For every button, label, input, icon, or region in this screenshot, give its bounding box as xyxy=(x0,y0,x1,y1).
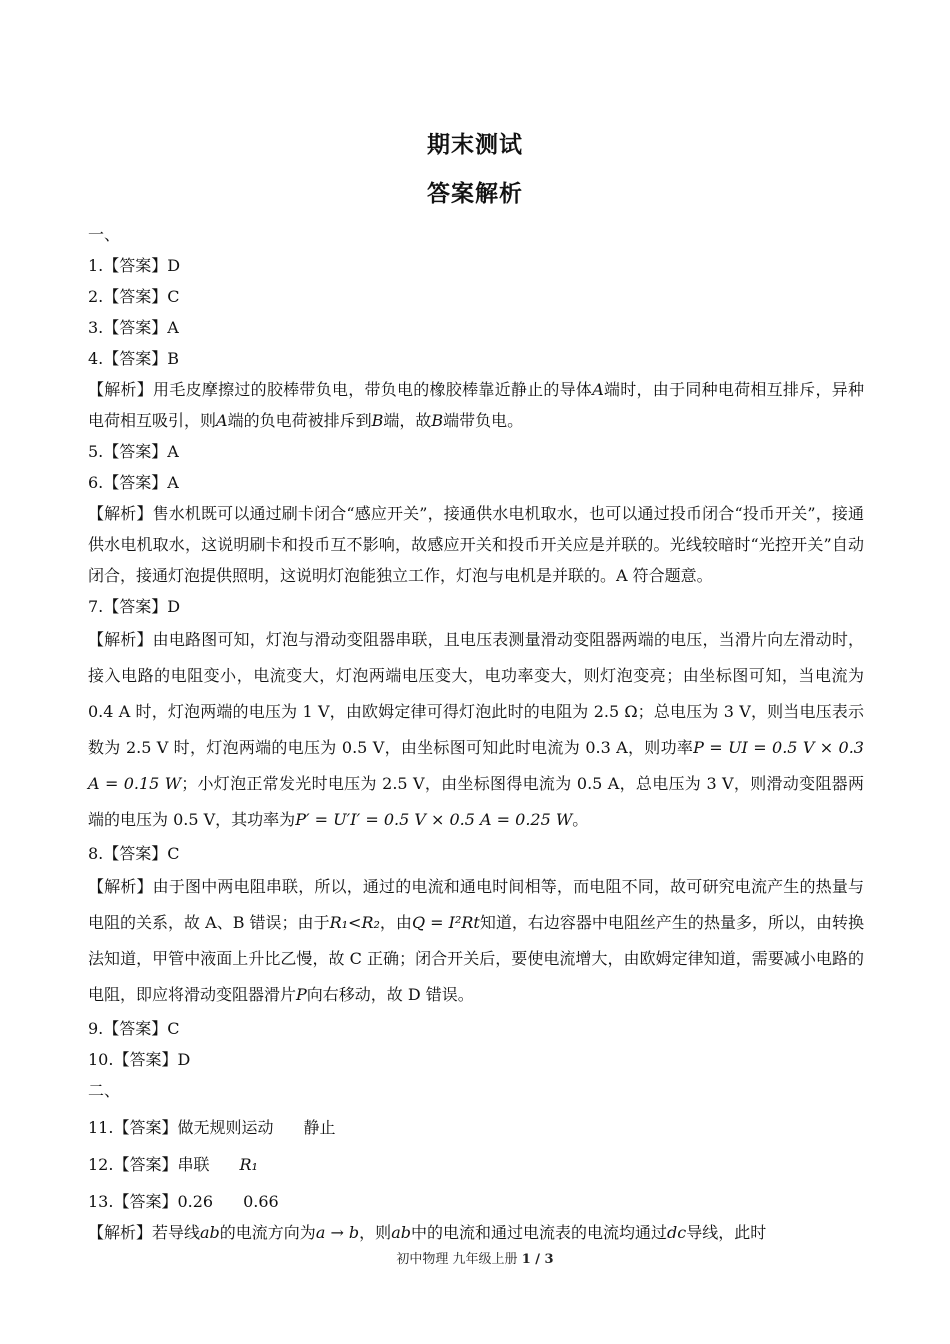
analysis-4: 【解析】用毛皮摩擦过的胶棒带负电，带负电的橡胶棒靠近静止的导体A端时，由于同种电荷相互排斥，异种电荷相互吸引，则A端的负电荷被排斥到B端，故B端带负电。 xyxy=(88,380,864,430)
answer-9: 9.【答案】C xyxy=(88,1019,180,1038)
answer-2: 2.【答案】C xyxy=(88,287,180,306)
answer-8: 8.【答案】C xyxy=(88,844,180,863)
answer-13: 13.【答案】0.26 0.66 xyxy=(88,1192,279,1211)
analysis-13: 【解析】若导线ab的电流方向为a → b，则ab中的电流和通过电流表的电流均通过dc导线，此时 xyxy=(88,1223,767,1242)
page-number: 1 / 3 xyxy=(521,1252,554,1267)
footer-text: 初中物理 九年级上册 xyxy=(396,1252,518,1267)
answer-7: 7.【答案】D xyxy=(88,597,181,616)
answer-11: 11.【答案】做无规则运动 静止 xyxy=(88,1118,336,1137)
analysis-7: 【解析】由电路图可知，灯泡与滑动变阻器串联，且电压表测量滑动变阻器两端的电压，当滑片向左滑动时，接入电路的电阻变小，电流变大，灯泡两端电压变大，电功率变大，则灯泡变亮；由坐标图可知，当电流为 0.4 A 时，灯泡两端的电压为 1 V，由欧姆定律可得灯泡此时的电阻为 2.5 Ω；总电压为 3 V，则当电压表示数为 2.5 V 时，灯泡两端的电压为 0.5 V，由坐标图可知此时电流为 0.3 A，则功率P = UI = 0.5 V × 0.3 A = 0.15 W；小灯泡正常发光时电压为 2.5 V，由坐标图得电流为 0.5 A，总电压为 3 V，则滑动变阻器两端的电压为 0.5 V，其功率为P′ = U′I′ = 0.5 V × 0.5 A = 0.25 W。 xyxy=(88,630,864,829)
section-two-heading: 二、 xyxy=(88,1081,121,1100)
section-one-heading: 一、 xyxy=(88,225,121,244)
answer-6: 6.【答案】A xyxy=(88,473,179,492)
answer-3: 3.【答案】A xyxy=(88,318,179,337)
answer-1: 1.【答案】D xyxy=(88,256,181,275)
answer-12: 12.【答案】串联 R₁ xyxy=(88,1155,258,1174)
answer-content xyxy=(88,219,864,1248)
answer-5: 5.【答案】A xyxy=(88,442,179,461)
answer-10: 10.【答案】D xyxy=(88,1050,191,1069)
analysis-8: 【解析】由于图中两电阻串联，所以，通过的电流和通电时间相等，而电阻不同，故可研究电流产生的热量与电阻的关系，故 A、B 错误；由于R₁<R₂，由Q = I²Rt知道，右边容器中电阻丝产生的热量多，所以，由转换法知道，甲管中液面上升比乙慢，故 C 正确；闭合开关后，要使电流增大，由欧姆定律知道，需要减小电路的电阻，即应将滑动变阻器滑片P向右移动，故 D 错误。 xyxy=(88,877,864,1004)
page-footer xyxy=(0,1248,950,1267)
page-subtitle: 答案解析 xyxy=(427,181,523,207)
analysis-6: 【解析】售水机既可以通过刷卡闭合“感应开关”，接通供水电机取水，也可以通过投币闭合“投币开关”，接通供水电机取水，这说明刷卡和投币互不影响，故感应开关和投币开关应是并联的。光线较暗时“光控开关”自动闭合，接通灯泡提供照明，这说明灯泡能独立工作，灯泡与电机是并联的。A 符合题意。 xyxy=(88,504,864,585)
page-title: 期末测试 xyxy=(427,132,523,158)
answer-4: 4.【答案】B xyxy=(88,349,180,368)
